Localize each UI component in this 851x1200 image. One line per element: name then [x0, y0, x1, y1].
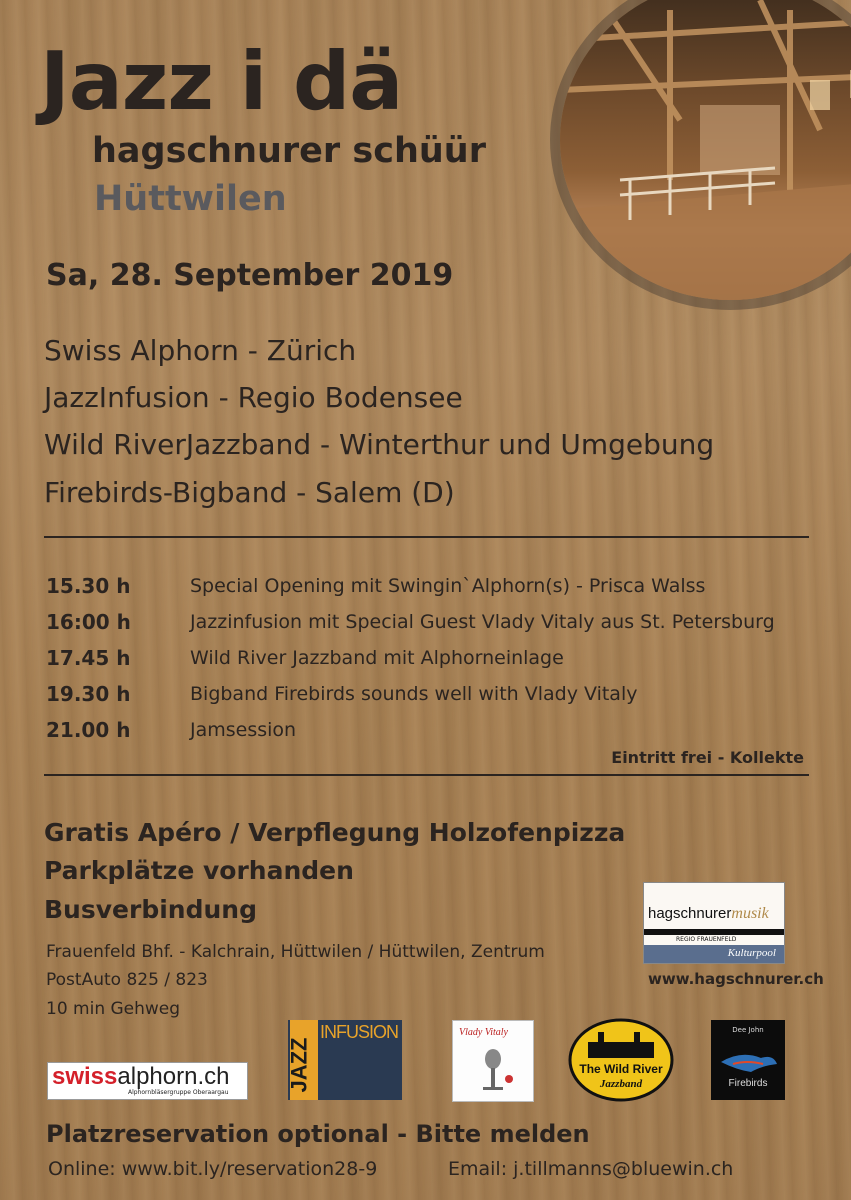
wild-river-logo-sub: Jazzband — [599, 1078, 643, 1090]
bus-route: Frauenfeld Bhf. - Kalchrain, Hüttwilen / Hüttwilen, Zentrum — [46, 942, 545, 962]
sponsor-name: hagschnurer — [648, 905, 732, 922]
jazzinfusion-logo-infusion: INFUSION — [320, 1022, 399, 1042]
schedule-time: 21.00 h — [46, 718, 131, 742]
reservation-link[interactable]: Online: www.bit.ly/reservation28-9 — [48, 1158, 378, 1180]
schedule-time: 15.30 h — [46, 574, 131, 598]
band-item: JazzInfusion - Regio Bodensee — [44, 381, 463, 414]
schedule-desc: Bigband Firebirds sounds well with Vlady Vitaly — [190, 683, 638, 705]
venue-place: Hüttwilen — [94, 179, 287, 219]
schedule-desc: Wild River Jazzband mit Alphorneinlage — [190, 647, 564, 669]
info-food: Gratis Apéro / Verpflegung Holzofenpizza — [44, 818, 626, 847]
sponsor-region: REGIO FRAUENFELD — [676, 936, 737, 943]
schedule-desc: Jazzinfusion mit Special Guest Vlady Vitaly aus St. Petersburg — [190, 611, 775, 633]
sponsor-url[interactable]: www.hagschnurer.ch — [648, 970, 824, 988]
schedule-time: 16:00 h — [46, 610, 131, 634]
sponsor-tag: Kulturpool — [727, 947, 776, 959]
microphone-icon — [453, 1021, 533, 1101]
sponsor-name-music: musik — [731, 905, 769, 922]
band-item: Firebirds-Bigband - Salem (D) — [44, 476, 455, 509]
schedule-time: 17.45 h — [46, 646, 131, 670]
band-item: Swiss Alphorn - Zürich — [44, 334, 357, 367]
barn-photo — [560, 0, 851, 300]
band-item: Wild RiverJazzband - Winterthur und Umgebung — [44, 428, 715, 461]
firebirds-logo-small: Dee John — [732, 1026, 764, 1034]
bus-line: PostAuto 825 / 823 — [46, 970, 208, 990]
event-date: Sa, 28. September 2019 — [46, 258, 454, 293]
walk-time: 10 min Gehweg — [46, 999, 181, 1019]
schedule-time: 19.30 h — [46, 682, 131, 706]
info-bus: Busverbindung — [44, 895, 257, 924]
swissalphorn-logo-text-a: swiss — [52, 1063, 118, 1090]
wild-river-logo — [568, 1018, 674, 1102]
firebirds-logo-text: Firebirds — [728, 1078, 768, 1089]
vlady-vitaly-logo — [452, 1020, 534, 1102]
swissalphorn-logo-text-b: alphorn.ch — [117, 1063, 230, 1090]
swissalphorn-logo — [47, 1062, 248, 1100]
venue-name: hagschnurer schüür — [92, 131, 486, 171]
divider — [44, 774, 809, 776]
event-title: Jazz i dä — [40, 35, 403, 128]
jazzinfusion-logo-jazz: JAZZ — [286, 1037, 312, 1093]
schedule-desc: Special Opening mit Swingin`Alphorn(s) - Prisca Walss — [190, 575, 706, 597]
vlady-vitaly-logo-text: Vlady Vitaly — [459, 1027, 508, 1038]
swissalphorn-logo-sub: Alphornbläsergruppe Oberaargau — [128, 1089, 229, 1096]
jazzinfusion-logo — [288, 1020, 402, 1100]
entry-note: Eintritt frei - Kollekte — [611, 748, 804, 767]
schedule-desc: Jamsession — [190, 719, 297, 741]
reservation-title: Platzreservation optional - Bitte melden — [46, 1120, 590, 1148]
wild-river-logo-text: The Wild River — [579, 1062, 663, 1076]
barn-interior-illustration — [560, 0, 851, 300]
info-parking: Parkplätze vorhanden — [44, 856, 354, 885]
divider — [44, 536, 809, 538]
hagschnurer-logo — [643, 882, 785, 964]
reservation-email[interactable]: Email: j.tillmanns@bluewin.ch — [448, 1158, 734, 1180]
firebirds-logo — [711, 1020, 785, 1100]
